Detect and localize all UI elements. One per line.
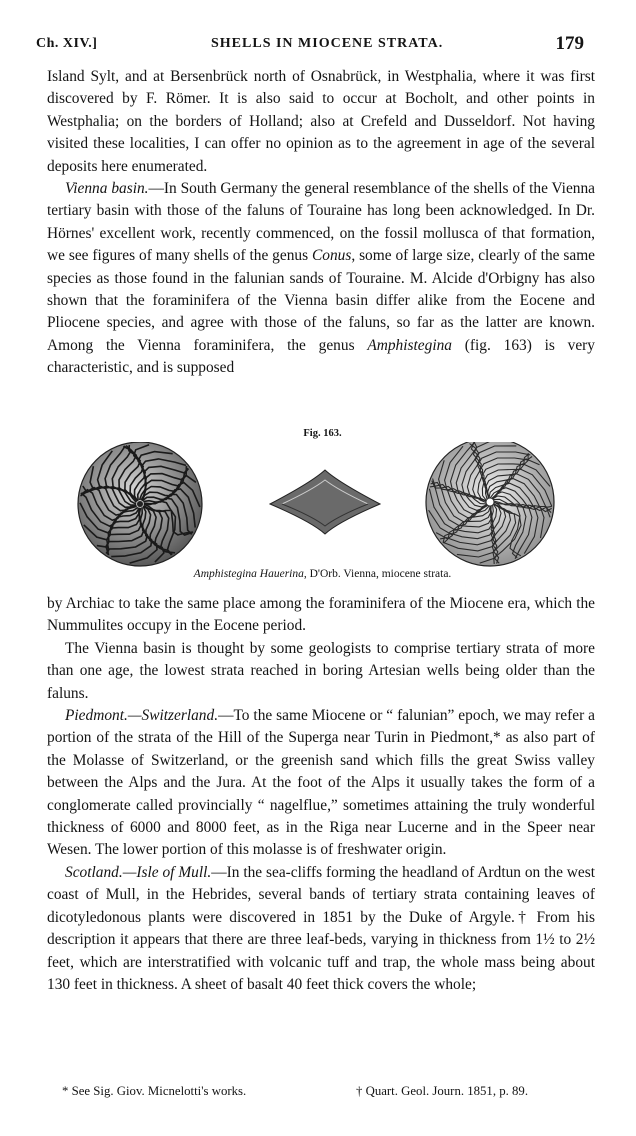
running-header	[36, 33, 584, 58]
chapter-label: Ch. XIV.]	[36, 36, 98, 51]
paragraph-piedmont	[47, 705, 595, 862]
running-title: SHELLS IN MIOCENE STRATA.	[211, 36, 444, 51]
foraminifera-illustration	[50, 442, 595, 567]
caption-species: Amphistegina Hauerina	[193, 568, 304, 580]
shell-top-view	[78, 442, 202, 566]
scotland-text: —In the sea-cliffs forming the headland of Ardtun on the west coast of Mull, in the Hebrides, several bands of tertiary strata containing leaves of dicotyledonous plants were discovered in 1851 by the Duke of Argyle.† From his description it appears that there are three leaf-beds, varying in thickness from 1½ to 2½ feet, which are interstratified with volcanic tuff and trap, the whole mass being about 130 feet in thickness. A sheet of basalt 40 feet thick covers the whole;	[47, 863, 595, 993]
genus-amphistegina: Amphistegina	[367, 336, 452, 354]
shell-side-view	[270, 470, 380, 534]
section-heading-vienna: Vienna basin.	[65, 180, 149, 198]
figure-caption	[50, 568, 595, 580]
paragraph-westphalia: Island Sylt, and at Bersenbrück north of Osnabrück, in Westphalia, where it was first discovered by F. Römer. It is also said to occur at Bocholt, and other points in Westphalia; on the borders of Holland; also at Crefeld and Dusseldorf. Not having visited these localities, I can offer no opinion as to the agreement in age of the several deposits here enumerated.	[47, 68, 595, 175]
footnote-1: * See Sig. Giov. Micnelotti's works.	[62, 1084, 247, 1098]
page-number: 179	[555, 33, 584, 54]
text-block-bottom	[47, 593, 595, 996]
piedmont-text: —To the same Miocene or “ falunian” epoch, we may refer a portion of the strata of the Hill of the Superga near Turin in Piedmont,* as also part of the Molasse of Switzerland, or the greenish sand which fills the great Swiss valley between the Alps and the Jura. At the foot of the Alps it usually takes the form of a conglomerate called provincially “ nagelflue,” sometimes attaining the truly wonderful thickness of 6000 and 8000 feet, as in the Riga near Lucerne and in the Speer near Wesen. The lower portion of this molasse is of freshwater origin.	[47, 707, 595, 859]
shell-bottom-view	[426, 442, 554, 566]
vienna-text-1: —In South Germany the general resemblance of the shells of the Vienna tertiary basin with those of the faluns of Touraine has long been acknowledged. In Dr. Hörnes' excellent work, recently commenced, on the fossil mollusca of that formation, we see figures of many shells of the genus	[47, 180, 596, 265]
section-heading-scotland: Scotland.—Isle of Mull.	[65, 863, 212, 881]
genus-conus: Conus	[311, 247, 352, 265]
caption-rest: , D'Orb. Vienna, miocene strata.	[303, 568, 452, 580]
text-block-top	[47, 66, 595, 380]
footnote-2: † Quart. Geol. Journ. 1851, p. 89.	[356, 1084, 529, 1098]
paragraph-vienna-age: The Vienna basin is thought by some geologists to comprise tertiary strata of more than one age, the lowest strata reached in boring Artesian wells being older than the faluns.	[47, 639, 595, 702]
paragraph-vienna-basin	[47, 178, 595, 380]
vienna-text-3: (fig. 163) is very characteristic, and is supposed	[47, 336, 595, 377]
figure-163	[50, 424, 595, 584]
section-heading-piedmont: Piedmont.—Switzerland.	[65, 707, 219, 725]
figure-label: Fig. 163.	[303, 428, 342, 439]
vienna-text-2: , some of large size, clearly of the same species as those found in the falunian sands of Touraine. M. Alcide d'Orbigny has also shown that the foraminifera of the Vienna basin differ alike from the Eocene and Pliocene species, and agree with those of the faluns, so far as the latter are known. Among the Vienna foraminifera, the genus	[47, 247, 595, 354]
paragraph-scotland	[47, 862, 595, 996]
paragraph-archiac: by Archiac to take the same place among the foraminifera of the Miocene era, which the Nummulites occupy in the Eocene period.	[47, 595, 595, 635]
